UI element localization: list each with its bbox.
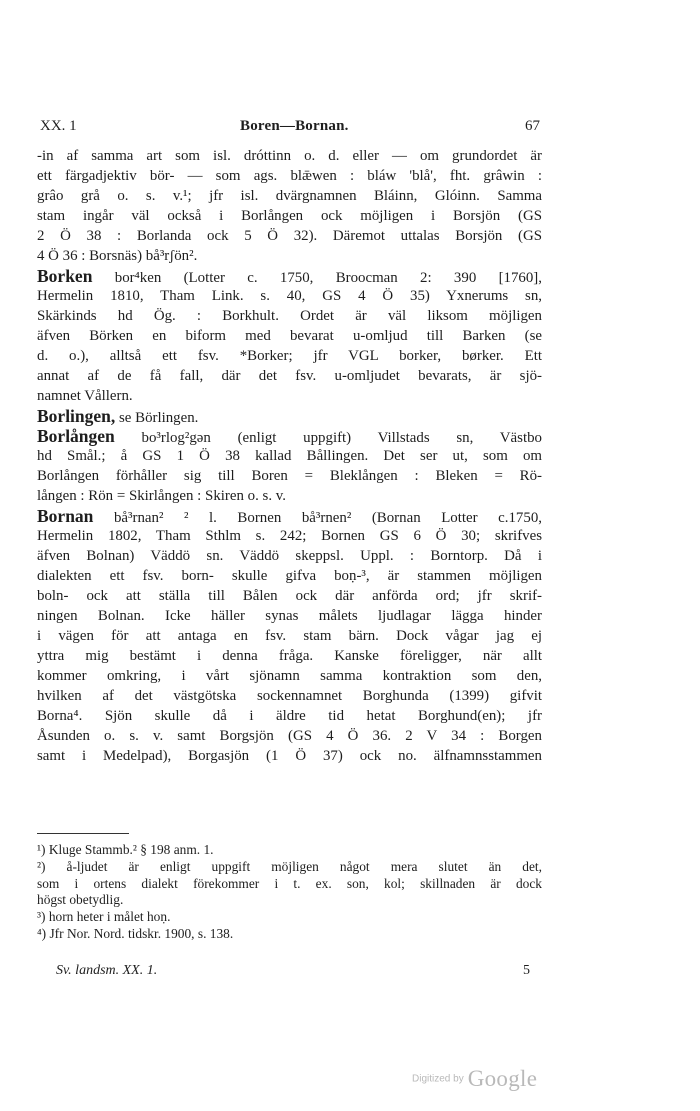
signature-line <box>56 963 542 983</box>
entry-headword: Borlången <box>37 426 115 446</box>
page-title: Boren—Bornan. <box>240 118 349 134</box>
text-line: -in af samma art som isl. dróttinn o. d. eller — om grundordet är <box>37 148 542 164</box>
text-line: boln- ock att ställa till Bålen ock där anförda ord; jfr skrif- <box>37 588 542 604</box>
text-line: äfven Börken en biform med bevarat u-omljud till Barken (se <box>37 328 542 344</box>
text-line: stam ingår väl också i Borlången ock möjligen i Borsjön (GS <box>37 208 542 224</box>
text-line: d. o.), alltså ett fsv. *Borker; jfr VGL borker, børker. Ett <box>37 348 542 364</box>
footnote-2-end: högst obetydlig. <box>37 892 124 908</box>
text-line: Åsunden o. s. v. samt Borgsjön (GS 4 Ö 36. 2 V 34 : Borgen <box>37 728 542 744</box>
entry-line-borken: Borken bor⁴ken (Lotter c. 1750, Broocman 2: 390 [1760], <box>37 266 542 286</box>
text-line: dialekten ett fsv. born- skulle gifva boṇ-³, är stammen möjligen <box>37 568 542 584</box>
google-logo: Google <box>467 1066 538 1091</box>
volume-number: XX. 1 <box>40 118 77 134</box>
text-line: samt i Medelpad), Borgasjön (1 Ö 37) ock no. älfnamnsstammen <box>37 748 542 764</box>
entry-headword: Borlingen, <box>37 406 116 426</box>
text-line: annat af de få fall, där det fsv. u-omljudet bevarats, är sjö- <box>37 368 542 384</box>
footnote-2: ²) å-ljudet är enligt uppgift möjligen något mera slutet än det, <box>37 858 542 874</box>
text-line: 4 Ö 36 : Borsnäs) bå³rʃön². <box>37 248 198 264</box>
entry-headword: Bornan <box>37 506 94 526</box>
page-number: 67 <box>525 118 540 134</box>
text-line: lången : Rön = Skirlången : Skiren o. s. v. <box>37 488 286 504</box>
footnote-separator <box>37 833 129 834</box>
footnote-4: ⁴) Jfr Nor. Nord. tidskr. 1900, s. 138. <box>37 925 234 941</box>
text-line: grâo grå o. s. v.¹; jfr isl. dvärgnamnen Bláinn, Glóinn. Samma <box>37 188 542 204</box>
text-line: hd Smål.; å GS 1 Ö 38 kallad Bållingen. Det ser ut, som om <box>37 448 542 464</box>
entry-headword: Borken <box>37 266 93 286</box>
footnotes <box>37 842 542 943</box>
text-line: namnet Vållern. <box>37 388 133 404</box>
entry-line-borlingen: Borlingen, se Börlingen. <box>37 406 199 426</box>
text-line: i vägen för att antaga en fsv. stam bärn. Dock vågar jag ej <box>37 628 542 644</box>
running-header <box>40 118 540 138</box>
text-line: Hermelin 1810, Tham Link. s. 40, GS 4 Ö 35) Yxnerums sn, <box>37 288 542 304</box>
text-line: yttra mig bestämt i denna fråga. Kanske föreligger, när allt <box>37 648 542 664</box>
text-line: ningen Bolnan. Icke häller synas målets ljudlagar lägga hinder <box>37 608 542 624</box>
text-line: Hermelin 1802, Tham Sthlm s. 242; Bornen GS 6 Ö 30; skrifves <box>37 528 542 544</box>
text-line: Borlången förhåller sig till Boren = Bleklången : Bleken = Rö- <box>37 468 542 484</box>
text-line: Borna⁴. Sjön skulle då i äldre tid hetat Borghund(en); jfr <box>37 708 542 724</box>
text-line: hvilken af det västgötska sockennamnet Borghunda (1399) gifvit <box>37 688 542 704</box>
footnote-2-cont: som i ortens dialekt förekommer i t. ex. son, kol; skillnaden är dock <box>37 875 542 891</box>
digitized-watermark <box>412 1066 537 1094</box>
text-line: 2 Ö 38 : Borlanda ock 5 Ö 32). Däremot uttalas Borsjön (GS <box>37 228 542 244</box>
entry-line-borlangen: Borlången bo³rlog²gən (enligt uppgift) Villstads sn, Västbo <box>37 426 542 446</box>
entry-line-bornan: Bornan bå³rnan² ² l. Bornen bå³rnen² (Bornan Lotter c.1750, <box>37 506 542 526</box>
signature-number: 5 <box>523 963 530 978</box>
footnote-1: ¹) Kluge Stammb.² § 198 anm. 1. <box>37 842 214 857</box>
text-line: Skärkinds hd Ög. : Borkhult. Ordet är väl liksom möjligen <box>37 308 542 324</box>
footnote-3: ³) horn heter i målet hoṇ. <box>37 909 171 925</box>
signature-mark: Sv. landsm. XX. 1. <box>56 963 158 978</box>
text-line: kommer omkring, i vårt sjönamn samma kontraktion som den, <box>37 668 542 684</box>
watermark-prefix: Digitized by <box>412 1073 464 1085</box>
body-text <box>37 146 542 766</box>
text-line: ett färgadjektiv bör- — som ags. blǣwen : bláw 'blå', fht. grâwin : <box>37 168 542 184</box>
text-line: äfven Bolnan) Väddö sn. Väddö skeppsl. Uppl. : Borntorp. Då i <box>37 548 542 564</box>
